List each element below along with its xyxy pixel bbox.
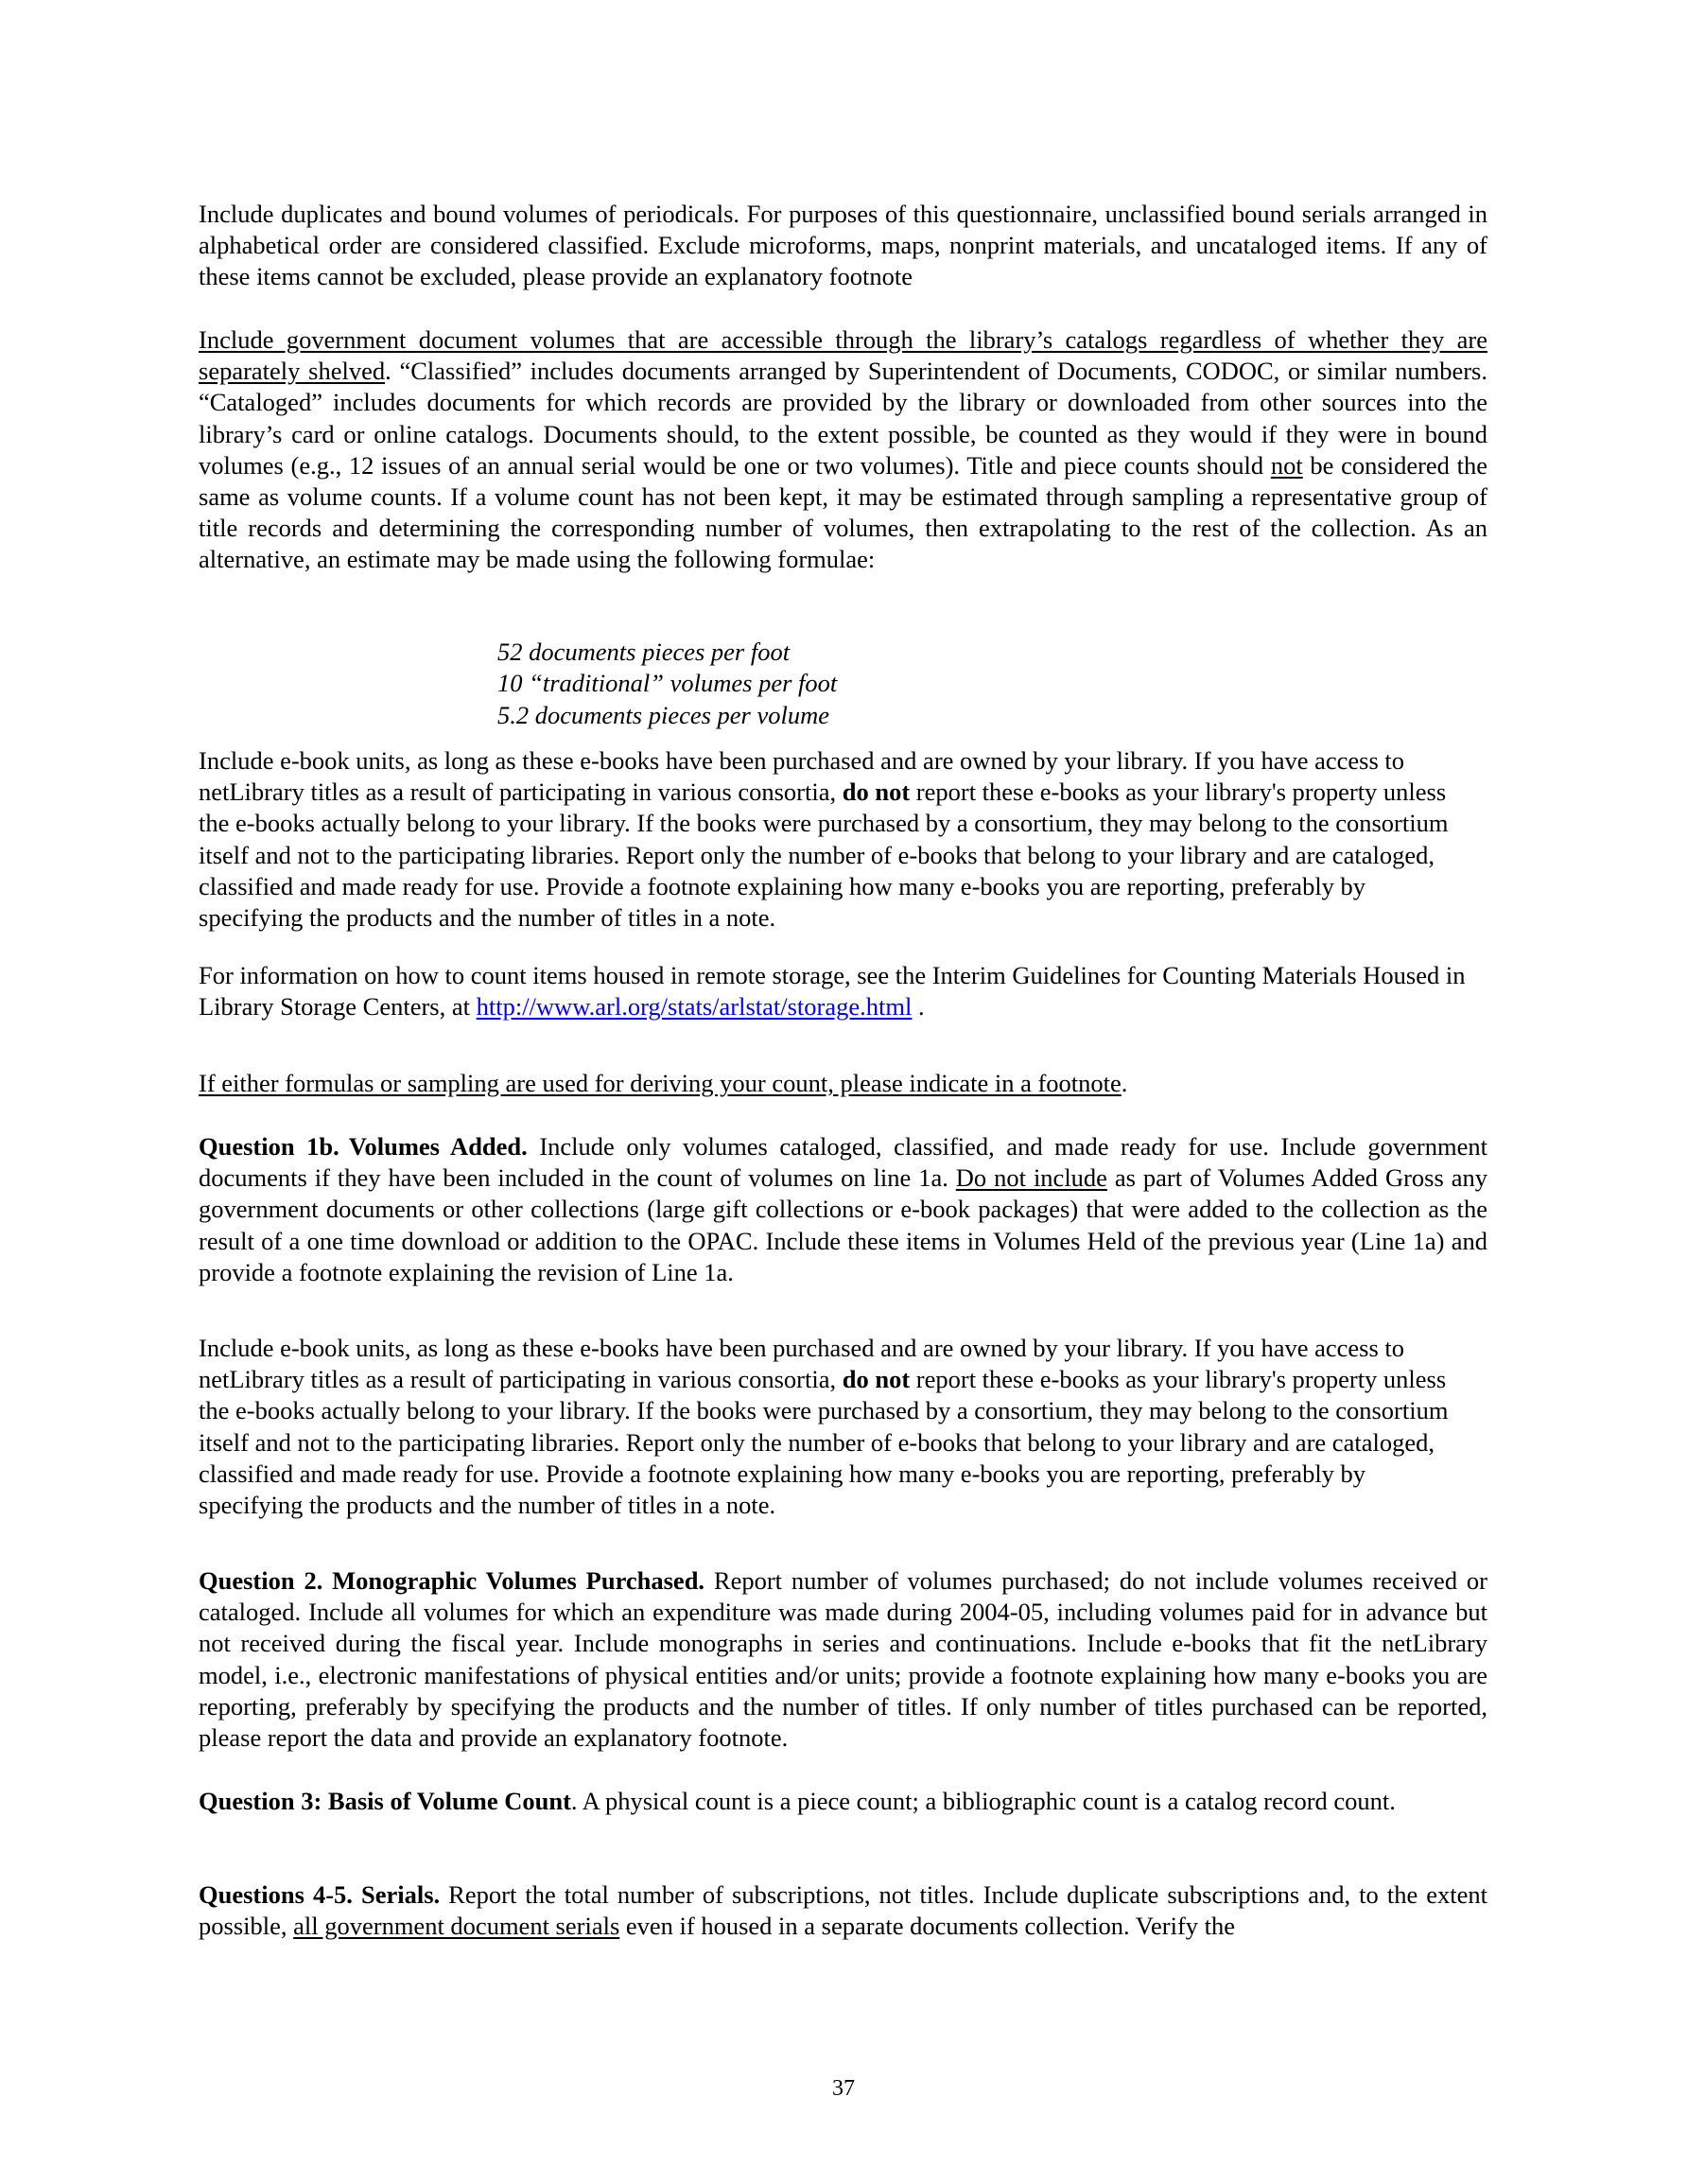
question-heading: Question 3: Basis of Volume Count (199, 1787, 571, 1815)
underlined-not: not (1270, 450, 1303, 480)
underlined-text: If either formulas or sampling are used for deriving your count, please indicate in a footnote (199, 1069, 1122, 1097)
paragraph-text: as part of Volumes Added Gross any government documents or other collections (large gift collections or e-book packages) that were added to the collection as the result of a one time download or addition to the OPAC. Include these items in Volumes Held of the previous year (Line 1a) and provide a footnote explaining the revision of Line 1a. (199, 1163, 1488, 1286)
paragraph-remote-storage (199, 960, 1487, 1022)
formula-line: 5.2 documents pieces per volume (497, 700, 830, 729)
paragraph-government-documents (199, 324, 1487, 576)
question-title: Volumes Added. (348, 1132, 528, 1161)
bold-do-not: do not (842, 1365, 911, 1394)
question-2 (199, 1565, 1487, 1754)
paragraph-text: Include e-book units, as long as these e-books have been purchased and are owned by your library. If you have access to netLibrary titles as a result of participating in various consortia, (199, 746, 1405, 807)
question-1b (199, 1131, 1487, 1288)
paragraph-text: be considered the same as volume counts. If a volume count has not been kept, it may be estimated through sampling a representative group of title records and determining the corresponding number of volumes, then extrapolating to the rest of the collection. As an alternative, an estimate may be made using the following formulae: (199, 450, 1487, 574)
paragraph-text: For information on how to count items housed in remote storage, see the Interim Guidelines for Counting Materials Housed in Library Storage Centers, at (199, 961, 1466, 1022)
underlined-text: all government document serials (293, 1912, 620, 1941)
question-heading: Questions 4-5. Serials. (199, 1880, 441, 1909)
page-number: 37 (832, 2076, 855, 2101)
question-3 (199, 1786, 1586, 1817)
paragraph-include-duplicates (199, 199, 1487, 293)
formula-line: 52 documents pieces per foot (497, 638, 791, 666)
question-heading: Question 2. Monographic Volumes Purchased. (199, 1566, 705, 1595)
question-label: Question 1b. (199, 1132, 339, 1161)
paragraph-text: Include only volumes cataloged, classified, and made ready for use. Include government documents if they have been included in the count of volumes on line 1a. (199, 1132, 1487, 1193)
paragraph-formula-footnote (199, 1068, 1487, 1099)
paragraph-ebook-units (199, 745, 1456, 934)
paragraph-text: report these e-books as your library's property unless the e-books actually belong to your library. If the books were purchased by a consortium, they may belong to the consortium itself and not to the participating libraries. Report only the number of e-books that belong to your library and are cataloged, classified and made ready for use. Provide a footnote explaining how many e-books you are reporting, preferably by specifying the products and the number of titles in a note. (199, 778, 1449, 933)
underlined-do-not-include: Do not include (955, 1163, 1107, 1193)
paragraph-text: Include e-book units, as long as these e-books have been purchased and are owned by your library. If you have access to netLibrary titles as a result of participating in various consortia, (199, 1334, 1405, 1394)
paragraph-text: Report the total number of subscriptions, not titles. Include duplicate subscriptions and, to the extent possible, (199, 1880, 1487, 1941)
paragraph-text: Report number of volumes purchased; do not include volumes received or cataloged. Include all volumes for which an expenditure was made during 2004-05, including volumes paid for in advance but not received during the fiscal year. Include monographs in series and continuations. Include e-books that fit the netLibrary model, i.e., electronic manifestations of physical entities and/or units; provide a footnote explaining how many e-books you are reporting, preferably by specifying the products and the number of titles. If only number of titles purchased can be reported, please report the data and provide an explanatory footnote. (199, 1566, 1487, 1753)
questions-4-5 (199, 1879, 1487, 1942)
paragraph-text: Include duplicates and bound volumes of periodicals. For purposes of this questionnaire, unclassified bound serials arranged in alphabetical order are considered classified. Exclude microforms, maps, nonprint materials, and uncataloged items. If any of these items cannot be excluded, please provide an explanatory footnote (199, 200, 1487, 291)
paragraph-text: . (1121, 1069, 1128, 1097)
paragraph-text: even if housed in a separate documents collection. Verify the (619, 1912, 1236, 1941)
formulae-list (497, 637, 837, 731)
storage-guidelines-link[interactable]: http://www.arl.org/stats/arlstat/storage.html (476, 992, 913, 1022)
paragraph-text: . “Classified” includes documents arranged by Superintendent of Documents, CODOC, or similar numbers. “Cataloged” includes documents for which records are provided by the library or downloaded from other sources into the library’s card or online catalogs. Documents should, to the extent possible, be counted as they would if they were in bound volumes (e.g., 12 issues of an annual serial would be one or two volumes). Title and piece counts should (199, 357, 1487, 480)
paragraph-text: report these e-books as your library's property unless the e-books actually belong to your library. If the books were purchased by a consortium, they may belong to the consortium itself and not to the participating libraries. Report only the number of e-books that belong to your library and are cataloged, classified and made ready for use. Provide a footnote explaining how many e-books you are reporting, preferably by specifying the products and the number of titles in a note. (199, 1365, 1449, 1520)
underlined-text: Include government document volumes that are accessible through the library’s catalogs regardless of whether they are separately shelved (199, 325, 1487, 386)
paragraph-ebook-units-2 (199, 1333, 1456, 1521)
bold-do-not: do not (842, 778, 911, 807)
paragraph-text: . A physical count is a piece count; a bibliographic count is a catalog record count. (570, 1787, 1396, 1815)
formula-line: 10 “traditional” volumes per foot (497, 669, 838, 698)
paragraph-text: . (912, 992, 925, 1022)
